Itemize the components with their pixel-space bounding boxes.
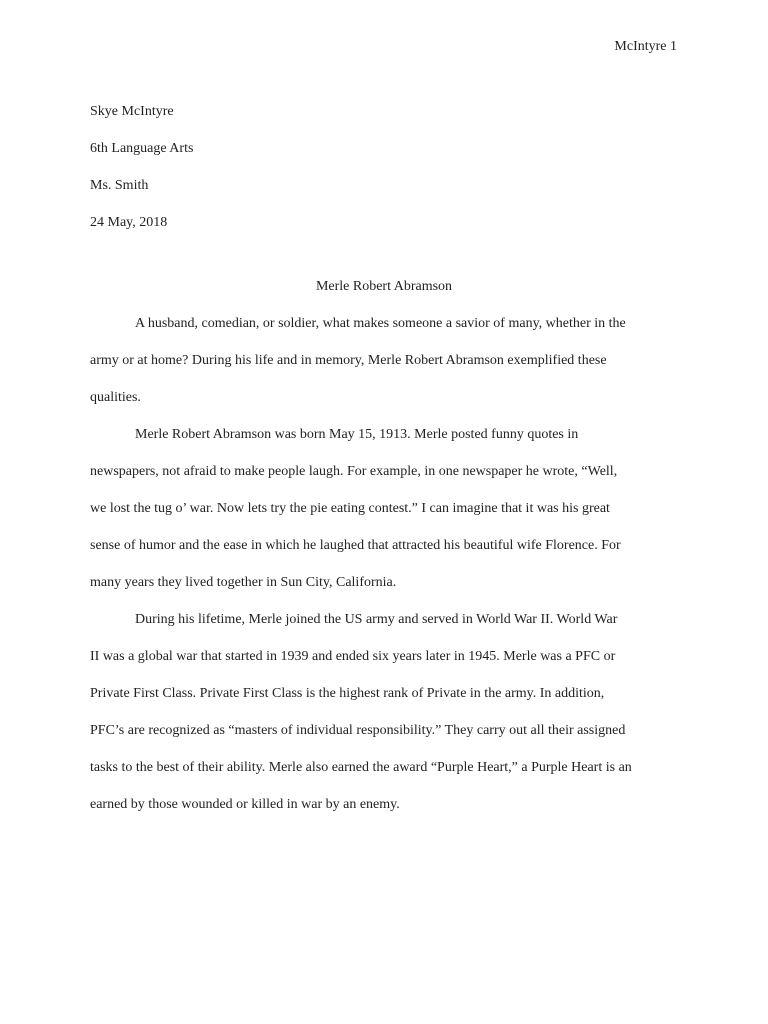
teacher-name: Ms. Smith xyxy=(90,178,149,193)
text-line: Private First Class. Private First Class is the highest rank of Private in the army. In addition, xyxy=(90,686,605,701)
mla-heading xyxy=(90,93,680,241)
paragraph xyxy=(90,305,686,416)
text-line: many years they lived together in Sun City, California. xyxy=(90,575,397,590)
essay-body xyxy=(90,305,686,823)
text-line: qualities. xyxy=(90,390,141,405)
text-line: Merle Robert Abramson was born May 15, 1913. Merle posted funny quotes in xyxy=(135,427,579,442)
paragraph xyxy=(90,601,686,823)
running-header: McIntyre 1 xyxy=(614,39,677,54)
text-line: PFC’s are recognized as “masters of individual responsibility.” They carry out all their assigned xyxy=(90,723,626,738)
text-line: earned by those wounded or killed in war by an enemy. xyxy=(90,797,400,812)
essay-title: Merle Robert Abramson xyxy=(315,279,453,294)
student-name: Skye McIntyre xyxy=(90,104,174,119)
text-line: army or at home? During his life and in memory, Merle Robert Abramson exemplified these xyxy=(90,353,607,368)
class-name: 6th Language Arts xyxy=(90,141,194,156)
text-line: newspapers, not afraid to make people laugh. For example, in one newspaper he wrote, “Well, xyxy=(90,464,618,479)
date: 24 May, 2018 xyxy=(90,215,168,230)
text-line: II was a global war that started in 1939 and ended six years later in 1945. Merle was a PFC or xyxy=(90,649,616,664)
text-line: we lost the tug o’ war. Now lets try the pie eating contest.” I can imagine that it was his great xyxy=(90,501,610,516)
text-line: During his lifetime, Merle joined the US army and served in World War II. World War xyxy=(135,612,618,627)
paragraph xyxy=(90,416,686,601)
text-line: sense of humor and the ease in which he laughed that attracted his beautiful wife Florence. For xyxy=(90,538,621,553)
text-line: tasks to the best of their ability. Merle also earned the award “Purple Heart,” a Purple Heart is an xyxy=(90,760,632,775)
text-line: A husband, comedian, or soldier, what makes someone a savior of many, whether in the xyxy=(135,316,626,331)
